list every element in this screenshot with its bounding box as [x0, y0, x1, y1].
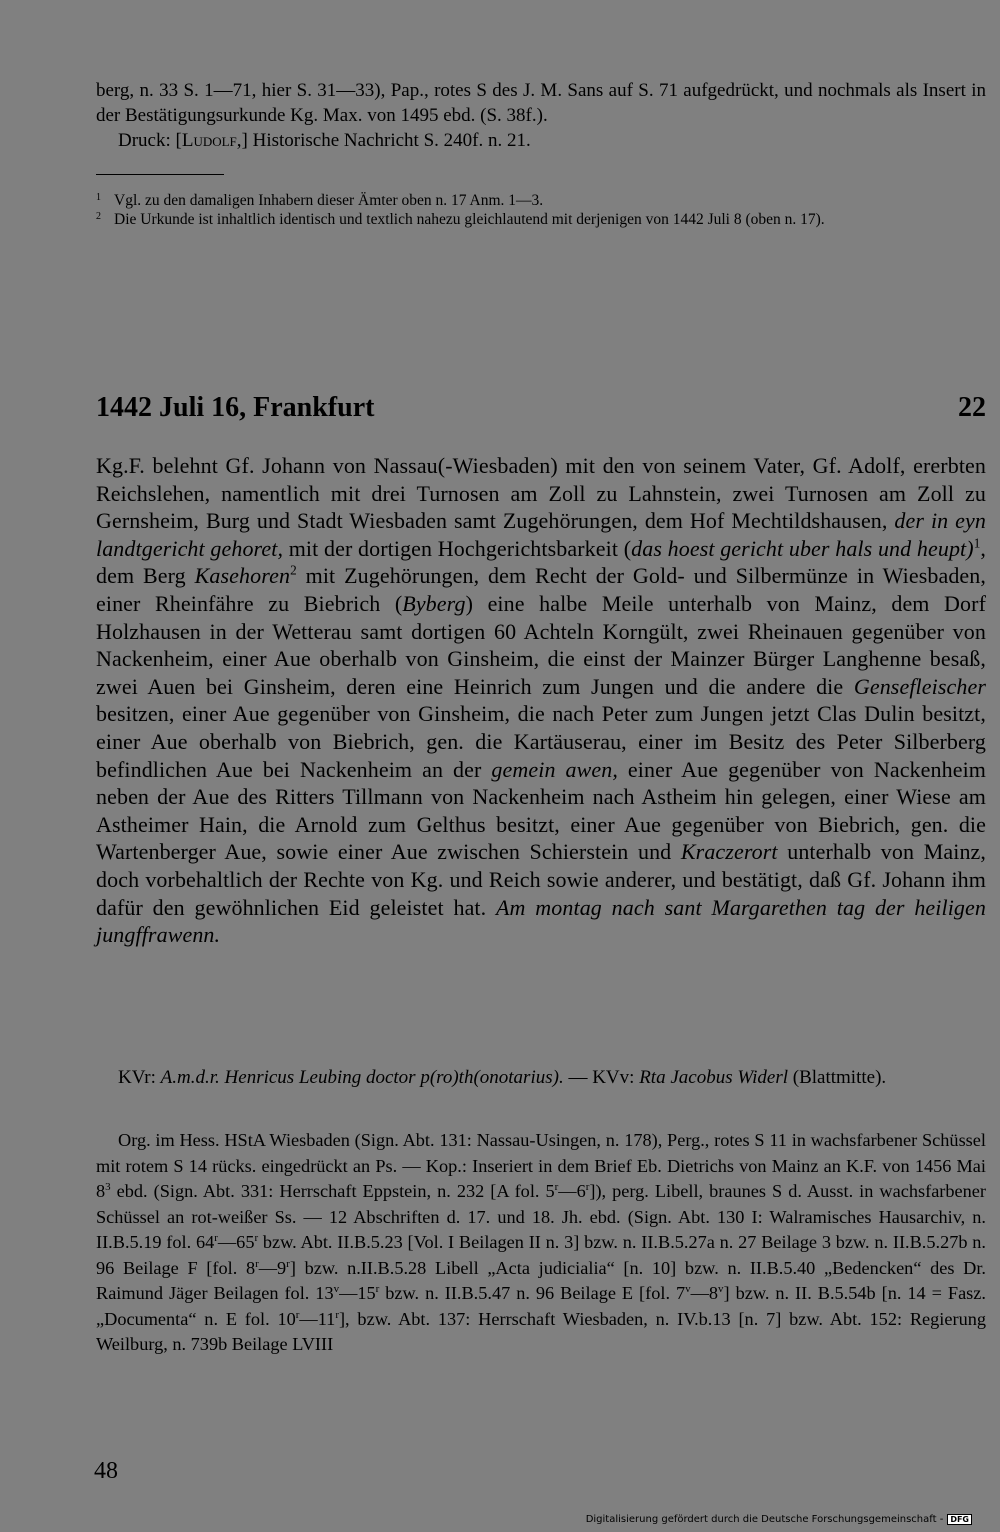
entry-heading [96, 392, 986, 424]
footnote: 2 Die Urkunde ist inhaltlich identisch und textlich nahezu gleichlautend mit derjenigen von 1442 Juli 8 (oben n. 17). [96, 211, 825, 228]
druck-line: Druck: [Ludolf,] Historische Nachricht S. 240f. n. 21. [118, 130, 531, 151]
previous-entry-text: berg, n. 33 S. 1—71, hier S. 31—33), Pap., rotes S des J. M. Sans auf S. 71 aufgedrückt, und nochmals als Insert in der Bestätigungsurkunde Kg. Max. von 1495 ebd. (S. 38f.). [96, 80, 986, 126]
previous-entry-tail [96, 78, 986, 153]
druck-author: Ludolf [181, 130, 237, 151]
entry-date-place: 1442 Juli 16, Frankfurt [96, 392, 375, 423]
funding-note: Digitalisierung gefördert durch die Deutsche Forschungsgemeinschaft - [585, 1514, 944, 1525]
kanzlei-vermerke: KVr: A.m.d.r. Henricus Leubing doctor p(ro)th(onotarius). — KVv: Rta Jacobus Widerl (Blattmitte). [118, 1067, 887, 1088]
regest-text: Kg.F. belehnt Gf. Johann von Nassau(-Wiesbaden) mit den von seinem Vater, Gf. Adolf, ererbten Reichslehen, namentlich mit drei Turnosen am Zoll zu Lahnstein, zwei Turnosen am Zoll zu Gernsheim, Burg und Stadt Wiesbaden samt Zugehörungen, dem Hof Mechtildshausen, der in eyn landtgericht gehoret, mit der dortigen Hochgerichtsbarkeit (das hoest gericht uber hals und heupt)$^1$, dem Berg Kasehoren$^2$ mit Zugehörungen, dem Recht der Gold- und Silbermünze in Wiesbaden, einer Rheinfähre zu Biebrich (Byberg) eine halbe Meile unterhalb von Mainz, dem Dorf Holzhausen in der Wetterau samt dortigen 60 Achteln Korngült, zwei Rheinauen gegenüber von Nackenheim, einer Aue oberhalb von Ginsheim, die einst der Mainzer Bürger Langhenne besaß, zwei Auen bei Ginsheim, deren eine Heinrich zum Jungen und die andere die Gensefleischer besitzen, einer Aue gegenüber von Ginsheim, die nach Peter zum Jungen jetzt Clas Dulin besitzt, einer Aue oberhalb von Biebrich, gen. die Kartäuserau, einer im Besitz des Peter Silberberg befindlichen Aue bei Nackenheim an der gemein awen, einer Aue gegenüber von Nackenheim neben der Aue des Ritters Tillmann von Nackenheim nach Astheim hin gelegen, einer Wiese am Astheimer Hain, die Arnold zum Gelthus besitzt, einer Aue gegenüber von Biebrich, gen. die Wartenberger Aue, sowie einer Aue zwischen Schierstein und Kraczerort unterhalb von Mainz, doch vorbehaltlich der Rechte von Kg. und Reich sowie anderer, und bestätigt, daß Gf. Johann ihm dafür den gewöhnlichen Eid geleistet hat. Am montag nach sant Margarethen tag der heiligen jungffrawenn. [96, 453, 987, 948]
footnote-separator [96, 174, 224, 175]
funding-footer [586, 1514, 972, 1525]
ueberlieferung: Org. im Hess. HStA Wiesbaden (Sign. Abt. 131: Nassau-Usingen, n. 178), Perg., rotes S 11 in wachsfarbener Schüssel mit rotem S 14 rücks. eingedrückt an Ps. — Kop.: Inseriert in dem Brief Eb. Dietrichs von Mainz an K.F. von 1456 Mai $8^3$ ebd. (Sign. Abt. 331: Herrschaft Eppstein, n. 232 [A fol. 5$^r$—6$^r$]), perg. Libell, braunes S d. Ausst. in wachsfarbener Schüssel an rot-weißer Ss. — 12 Abschriften d. 17. und 18. Jh. ebd. (Sign. Abt. 130 I: Walramisches Hausarchiv, n. II.B.5.19 fol. 64$^r$—65$^r$ bzw. Abt. II.B.5.23 [Vol. I Beilagen II n. 3] bzw. n. II.B.5.27a n. 27 Beilage 3 bzw. n. II.B.5.27b n. 96 Beilage F [fol. 8$^r$—9$^r$] bzw. n.II.B.5.28 Libell „Acta judicialia“ [n. 10] bzw. n. II.B.5.40 „Bedencken“ des Dr. Raimund Jäger Beilagen fol. 13$^v$—15$^r$ bzw. n. II.B.5.47 n. 96 Beilage E [fol. 7$^v$—8$^v$] bzw. n. II. B.5.54b [n. 14 = Fasz. „Documenta“ n. E fol. 10$^r$—11$^r$], bzw. Abt. 137: Herrschaft Wiesbaden, n. IV.b.13 [n. 7] bzw. Abt. 152: Regierung Weilburg, n. 739b Beilage LVIII [96, 1130, 987, 1354]
footnotes [96, 191, 986, 229]
page-number: 48 [94, 1458, 118, 1484]
footnote: 1 Vgl. zu den damaligen Inhabern dieser Ämter oben n. 17 Anm. 1—3. [96, 192, 544, 209]
dfg-logo: DFG [947, 1514, 972, 1525]
entry-number: 22 [958, 392, 986, 423]
